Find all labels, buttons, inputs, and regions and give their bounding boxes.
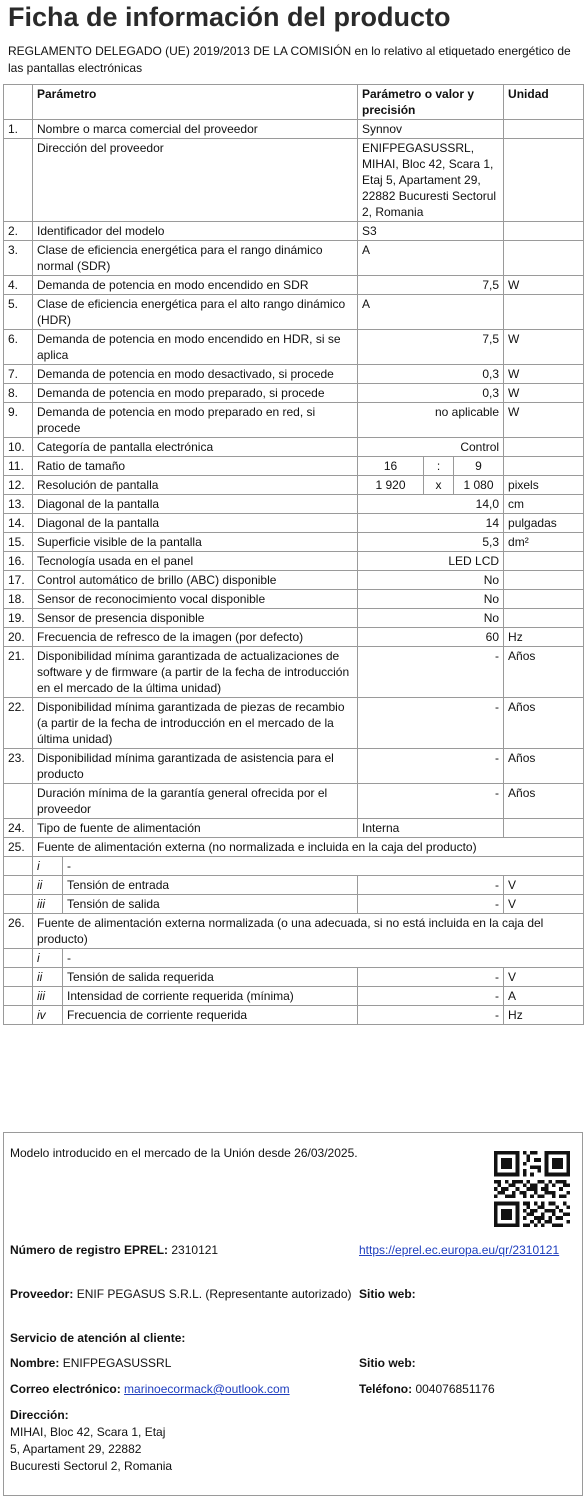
supplier-label: Proveedor: — [10, 1287, 74, 1301]
row-label: Fuente de alimentación externa (no normalizada e incluida en la caja del producto) — [33, 838, 584, 857]
email-label: Correo electrónico: — [10, 1382, 121, 1396]
table-subrow — [4, 1006, 584, 1025]
row-unit: W — [504, 330, 584, 365]
row-value: No — [358, 609, 504, 628]
ratio-height: 9 — [454, 457, 504, 476]
row-unit — [504, 457, 584, 476]
row-value: S3 — [358, 222, 504, 241]
table-header-row — [4, 85, 584, 120]
row-value: Synnov — [358, 120, 504, 139]
row-number: 11. — [4, 457, 33, 476]
table-row — [4, 384, 584, 403]
qr-code-icon[interactable] — [494, 1151, 570, 1227]
row-label: Sensor de presencia disponible — [33, 609, 358, 628]
table-row — [4, 276, 584, 295]
table-row — [4, 514, 584, 533]
page-title: Ficha de información del producto — [8, 2, 451, 32]
row-number — [4, 949, 33, 968]
row-value: Interna — [358, 819, 504, 838]
row-unit — [504, 139, 584, 222]
row-label: Demanda de potencia en modo desactivado, si procede — [33, 365, 358, 384]
row-number: 18. — [4, 590, 33, 609]
row-unit: Años — [504, 749, 584, 784]
product-info-table — [3, 84, 584, 1025]
table-row — [4, 914, 584, 949]
subrow-value: - — [358, 895, 504, 914]
value-header: Parámetro o valor y precisión — [358, 85, 504, 120]
name-value: ENIFPEGASUSSRL — [62, 1356, 172, 1370]
table-row — [4, 457, 584, 476]
row-number: 4. — [4, 276, 33, 295]
resolution-width: 1 920 — [358, 476, 424, 495]
param-header: Parámetro — [33, 85, 358, 120]
row-value: No — [358, 571, 504, 590]
subrow-index: iv — [33, 1006, 63, 1025]
row-unit: pulgadas — [504, 514, 584, 533]
row-label: Ratio de tamaño — [33, 457, 358, 476]
subrow-label: Tensión de salida — [63, 895, 358, 914]
subrow-unit: A — [504, 987, 584, 1006]
row-label: Sensor de reconocimiento vocal disponible — [33, 590, 358, 609]
row-label: Frecuencia de refresco de la imagen (por defecto) — [33, 628, 358, 647]
unit-header: Unidad — [504, 85, 584, 120]
table-row — [4, 698, 584, 749]
row-number: 13. — [4, 495, 33, 514]
subrow-label: Tensión de entrada — [63, 876, 358, 895]
row-label: Dirección del proveedor — [33, 139, 358, 222]
row-number: 9. — [4, 403, 33, 438]
row-label: Resolución de pantalla — [33, 476, 358, 495]
row-value: 7,5 — [358, 330, 504, 365]
row-unit — [504, 295, 584, 330]
row-number: 5. — [4, 295, 33, 330]
row-unit: Hz — [504, 628, 584, 647]
row-unit: cm — [504, 495, 584, 514]
row-label: Tecnología usada en el panel — [33, 552, 358, 571]
row-number: 10. — [4, 438, 33, 457]
row-unit — [504, 438, 584, 457]
subrow-index: i — [33, 857, 63, 876]
subrow-unit: V — [504, 968, 584, 987]
row-label: Categoría de pantalla electrónica — [33, 438, 358, 457]
row-number: 3. — [4, 241, 33, 276]
subrow-index: ii — [33, 876, 63, 895]
subrow-unit: V — [504, 876, 584, 895]
row-value: 14 — [358, 514, 504, 533]
table-row — [4, 222, 584, 241]
row-unit: W — [504, 365, 584, 384]
table-row — [4, 476, 584, 495]
phone-label: Teléfono: — [359, 1382, 413, 1396]
row-number: 6. — [4, 330, 33, 365]
row-value: ENIFPEGASUSSRL, MIHAI, Bloc 42, Scara 1, Etaj 5, Apartament 29, 22882 Bucuresti Sectorul 2, Romania — [358, 139, 504, 222]
row-label: Identificador del modelo — [33, 222, 358, 241]
service-website-label: Sitio web: — [359, 1356, 416, 1370]
table-row — [4, 438, 584, 457]
supplier-value: ENIF PEGASUS S.R.L. (Representante autorizado) — [76, 1287, 352, 1301]
regulation-subtitle: REGLAMENTO DELEGADO (UE) 2019/2013 DE LA COMISIÓN en lo relativo al etiquetado energético de las pantallas electrónicas — [8, 44, 571, 75]
row-number — [4, 895, 33, 914]
row-unit: pixels — [504, 476, 584, 495]
market-intro-text: Modelo introducido en el mercado de la Unión desde 26/03/2025. — [10, 1146, 358, 1160]
row-label: Disponibilidad mínima garantizada de piezas de recambio (a partir de la fecha de introducción en el mercado de la última unidad) — [33, 698, 358, 749]
row-number: 26. — [4, 914, 33, 949]
table-row — [4, 552, 584, 571]
email-link[interactable]: marinoecormack@outlook.com — [124, 1382, 290, 1396]
row-value: 0,3 — [358, 384, 504, 403]
eprel-link[interactable]: https://eprel.ec.europa.eu/qr/2310121 — [359, 1243, 560, 1257]
row-label: Demanda de potencia en modo preparado en red, si procede — [33, 403, 358, 438]
row-label: Clase de eficiencia energética para el rango dinámico normal (SDR) — [33, 241, 358, 276]
subrow-label: Tensión de salida requerida — [63, 968, 358, 987]
row-unit: Años — [504, 698, 584, 749]
row-number: 2. — [4, 222, 33, 241]
row-label: Superficie visible de la pantalla — [33, 533, 358, 552]
subrow-label: - — [63, 949, 584, 968]
table-row — [4, 819, 584, 838]
row-number — [4, 987, 33, 1006]
table-subrow — [4, 876, 584, 895]
row-label: Clase de eficiencia energética para el alto rango dinámico (HDR) — [33, 295, 358, 330]
supplier-info — [10, 1286, 352, 1303]
row-label: Demanda de potencia en modo encendido en SDR — [33, 276, 358, 295]
table-subrow — [4, 987, 584, 1006]
row-value: A — [358, 241, 504, 276]
row-unit — [504, 222, 584, 241]
row-value: Control — [358, 438, 504, 457]
table-subrow — [4, 895, 584, 914]
subrow-value: - — [358, 876, 504, 895]
row-number: 23. — [4, 749, 33, 784]
row-number: 7. — [4, 365, 33, 384]
row-number — [4, 876, 33, 895]
row-label: Diagonal de la pantalla — [33, 514, 358, 533]
row-unit — [504, 590, 584, 609]
row-label: Diagonal de la pantalla — [33, 495, 358, 514]
table-row — [4, 241, 584, 276]
row-label: Nombre o marca comercial del proveedor — [33, 120, 358, 139]
row-value: - — [358, 698, 504, 749]
row-unit — [504, 571, 584, 590]
row-number: 1. — [4, 120, 33, 139]
table-row — [4, 838, 584, 857]
service-phone — [359, 1381, 495, 1398]
table-row — [4, 139, 584, 222]
subrow-unit: Hz — [504, 1006, 584, 1025]
row-number: 22. — [4, 698, 33, 749]
row-value: no aplicable — [358, 403, 504, 438]
row-label: Disponibilidad mínima garantizada de actualizaciones de software y de firmware (a partir de la fecha de introducción en el mercado de la última unidad) — [33, 647, 358, 698]
row-unit: dm² — [504, 533, 584, 552]
row-value: - — [358, 784, 504, 819]
name-label: Nombre: — [10, 1356, 60, 1370]
row-unit: W — [504, 403, 584, 438]
row-number: 20. — [4, 628, 33, 647]
row-unit: Años — [504, 784, 584, 819]
row-value: 0,3 — [358, 365, 504, 384]
subrow-value: - — [358, 968, 504, 987]
row-label: Control automático de brillo (ABC) disponible — [33, 571, 358, 590]
subrow-unit: V — [504, 895, 584, 914]
resolution-height: 1 080 — [454, 476, 504, 495]
row-value: 14,0 — [358, 495, 504, 514]
table-row — [4, 330, 584, 365]
row-number: 12. — [4, 476, 33, 495]
row-number: 17. — [4, 571, 33, 590]
address-value: MIHAI, Bloc 42, Scara 1, Etaj 5, Apartament 29, 22882 Bucuresti Sectorul 2, Romania — [10, 1425, 173, 1473]
row-number: 19. — [4, 609, 33, 628]
row-value: - — [358, 749, 504, 784]
num-header — [4, 85, 33, 120]
eprel-info-box — [3, 1132, 583, 1496]
eprel-number: 2310121 — [171, 1243, 219, 1257]
row-number — [4, 784, 33, 819]
table-subrow — [4, 857, 584, 876]
row-value: 60 — [358, 628, 504, 647]
table-row — [4, 590, 584, 609]
row-unit: W — [504, 276, 584, 295]
row-value: 7,5 — [358, 276, 504, 295]
subrow-index: iii — [33, 895, 63, 914]
subrow-value: - — [358, 1006, 504, 1025]
row-label: Fuente de alimentación externa normalizada (o una adecuada, si no está incluida en la caja del producto) — [33, 914, 584, 949]
table-row — [4, 647, 584, 698]
row-label: Disponibilidad mínima garantizada de asistencia para el producto — [33, 749, 358, 784]
address-label: Dirección: — [10, 1408, 69, 1422]
row-number — [4, 1006, 33, 1025]
subrow-value: - — [358, 987, 504, 1006]
row-number: 15. — [4, 533, 33, 552]
supplier-website-label: Sitio web: — [359, 1287, 416, 1301]
row-number: 21. — [4, 647, 33, 698]
row-unit — [504, 552, 584, 571]
row-value: LED LCD — [358, 552, 504, 571]
row-unit: Años — [504, 647, 584, 698]
row-number: 25. — [4, 838, 33, 857]
row-number: 16. — [4, 552, 33, 571]
table-subrow — [4, 968, 584, 987]
table-row — [4, 571, 584, 590]
row-unit: W — [504, 384, 584, 403]
row-unit — [504, 609, 584, 628]
resolution-separator: x — [424, 476, 454, 495]
row-number — [4, 968, 33, 987]
row-value: No — [358, 590, 504, 609]
row-number: 8. — [4, 384, 33, 403]
ratio-width: 16 — [358, 457, 424, 476]
subrow-label: Intensidad de corriente requerida (mínima) — [63, 987, 358, 1006]
row-number — [4, 857, 33, 876]
eprel-registration — [10, 1242, 218, 1259]
service-name — [10, 1355, 171, 1372]
table-row — [4, 120, 584, 139]
subrow-index: i — [33, 949, 63, 968]
table-row — [4, 365, 584, 384]
row-value: 5,3 — [358, 533, 504, 552]
row-label: Duración mínima de la garantía general ofrecida por el proveedor — [33, 784, 358, 819]
table-subrow — [4, 949, 584, 968]
row-unit — [504, 241, 584, 276]
subrow-index: iii — [33, 987, 63, 1006]
phone-value: 004076851176 — [415, 1382, 495, 1396]
table-row — [4, 403, 584, 438]
table-row — [4, 784, 584, 819]
row-value: - — [358, 647, 504, 698]
table-row — [4, 609, 584, 628]
row-unit — [504, 120, 584, 139]
subrow-label: - — [63, 857, 584, 876]
row-label: Tipo de fuente de alimentación — [33, 819, 358, 838]
row-number: 24. — [4, 819, 33, 838]
eprel-label: Número de registro EPREL: — [10, 1243, 169, 1257]
row-label: Demanda de potencia en modo encendido en HDR, si se aplica — [33, 330, 358, 365]
subrow-label: Frecuencia de corriente requerida — [63, 1006, 358, 1025]
row-number: 14. — [4, 514, 33, 533]
row-unit — [504, 819, 584, 838]
row-number — [4, 139, 33, 222]
table-row — [4, 495, 584, 514]
subrow-index: ii — [33, 968, 63, 987]
ratio-separator: : — [424, 457, 454, 476]
service-email — [10, 1381, 290, 1398]
row-value: A — [358, 295, 504, 330]
row-label: Demanda de potencia en modo preparado, si procede — [33, 384, 358, 403]
table-row — [4, 749, 584, 784]
table-row — [4, 628, 584, 647]
table-row — [4, 533, 584, 552]
table-row — [4, 295, 584, 330]
customer-service-heading: Servicio de atención al cliente: — [10, 1331, 186, 1345]
